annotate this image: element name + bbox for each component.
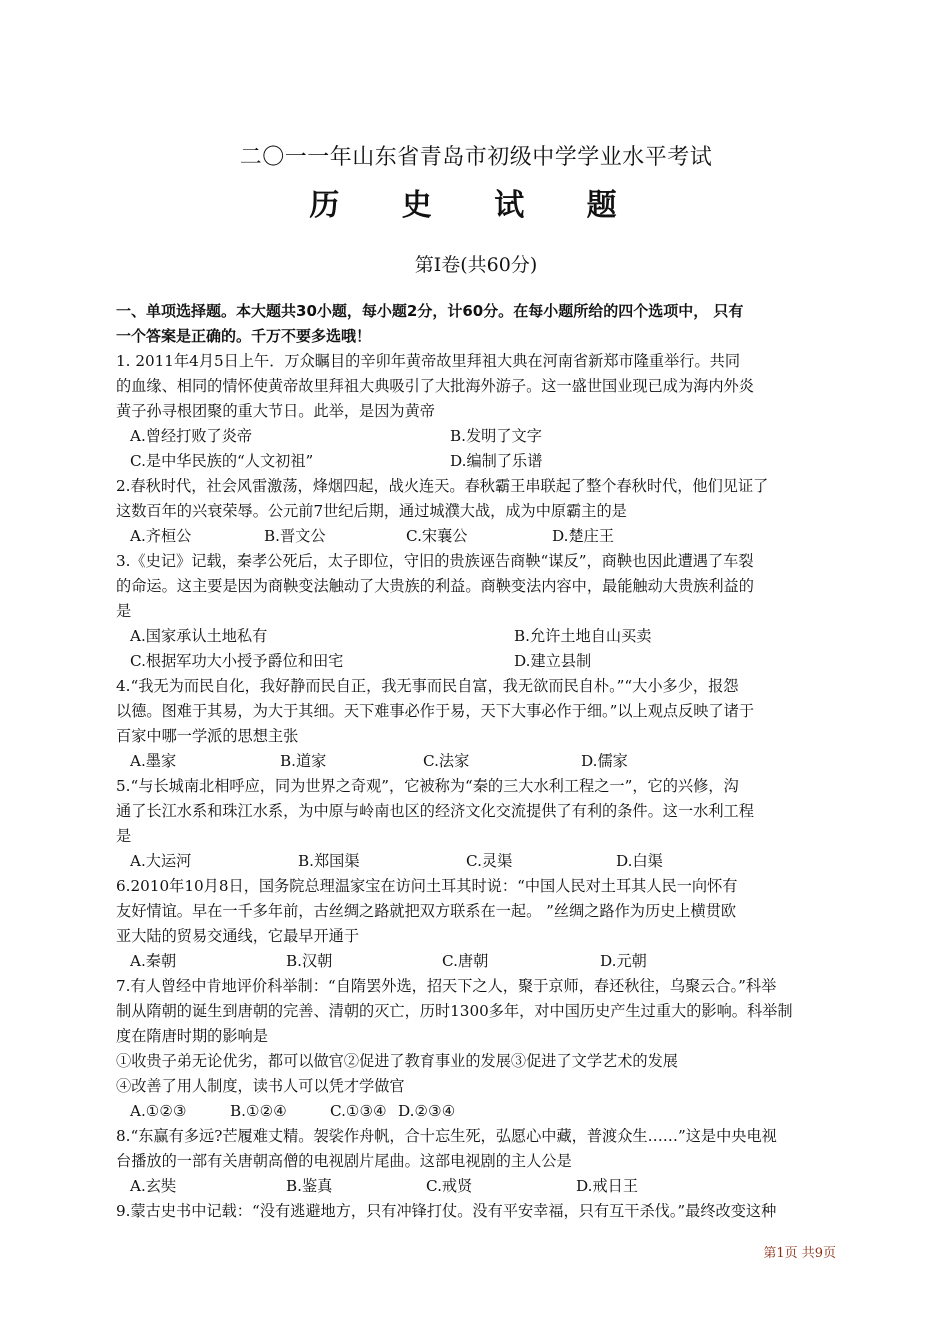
question-stem-line: 友好情谊。早在一千多年前，古丝绸之路就把双方联系在一起。 ”丝绸之路作为历史上横贯欧 xyxy=(116,902,737,920)
question-stem-line: 4.“我无为而民自化，我好静而民自正，我无事而民自富，我无欲而民自朴。”“大小多少，报怨 xyxy=(116,677,739,695)
answer-option[interactable]: A.①②③ xyxy=(130,1102,187,1120)
question-stem-line: 6.2010年10月8日，国务院总理温家宝在访问土耳其时说：“中国人民对土耳其人民一向怀有 xyxy=(116,877,738,895)
answer-option[interactable]: A.齐桓公 xyxy=(130,527,192,545)
question-stem-line: 以德。图难于其易，为大于其细。天下难事必作于易，天下大事必作于细。”以上观点反映了诸于 xyxy=(116,702,755,720)
page-number: 第1页 共9页 xyxy=(763,1246,836,1261)
option-row xyxy=(116,1174,836,1199)
answer-option[interactable]: D.②③④ xyxy=(398,1102,456,1120)
option-row xyxy=(116,624,836,649)
instruction-line: 一、单项选择题。本大题共30小题，每小题2分，计60分。在每小题所给的四个选项中， 只有 xyxy=(116,302,744,320)
question-stem-line: 3.《史记》记载，秦孝公死后，太子即位，守旧的贵族诬告商鞅“谋反”，商鞅也因此遭遇了车裂 xyxy=(116,552,754,570)
option-row xyxy=(116,849,836,874)
answer-option[interactable]: C.是中华民族的“人文初祖” xyxy=(130,452,314,470)
answer-option[interactable]: D.戒日王 xyxy=(576,1177,639,1195)
question-3 xyxy=(116,549,836,674)
exam-title: 二〇一一年山东省青岛市初级中学学业水平考试 xyxy=(239,145,713,170)
answer-option[interactable]: B.①②④ xyxy=(230,1102,287,1120)
question-stem-line: 亚大陆的贸易交通线，它最早开通于 xyxy=(116,927,359,945)
question-stem-line: 5.“与长城南北相呼应，同为世界之奇观”，它被称为“秦的三大水利工程之一”，它的兴修，沟 xyxy=(116,777,739,795)
answer-option[interactable]: A.曾经打败了炎帝 xyxy=(130,427,253,445)
question-6 xyxy=(116,874,836,974)
question-stem-line: 百家中哪一学派的思想主张 xyxy=(116,727,299,745)
answer-option[interactable]: B.允许土地自山买卖 xyxy=(514,627,652,645)
option-row xyxy=(116,524,836,549)
exam-page xyxy=(116,0,836,1344)
answer-option[interactable]: B.汉朝 xyxy=(286,952,333,970)
answer-option[interactable]: D.白渠 xyxy=(616,852,663,870)
question-stem-line: 2.春秋时代，社会风雷激荡，烽烟四起，战火连天。春秋霸王串联起了整个春秋时代，他们见证了 xyxy=(116,477,769,495)
question-7 xyxy=(116,974,836,1124)
question-stem-line: 是 xyxy=(116,827,132,845)
question-4 xyxy=(116,674,836,774)
question-stem-line: 的命运。这主要是因为商鞅变法触动了大贵族的利益。商鞅变法内容中，最能触动大贵族利益的 xyxy=(116,577,754,595)
answer-option[interactable]: B.道家 xyxy=(280,752,327,770)
question-stem-line: ①收贵子弟无论优劣，都可以做官②促进了教育事业的发展③促进了文学艺术的发展 xyxy=(116,1052,678,1070)
option-row xyxy=(116,424,836,449)
answer-option[interactable]: A.秦朝 xyxy=(130,952,177,970)
answer-option[interactable]: C.法家 xyxy=(423,752,470,770)
answer-option[interactable]: A.大运河 xyxy=(130,852,192,870)
question-stem-line: 黄子孙寻根团聚的重大节日。此举，是因为黄帝 xyxy=(116,402,435,420)
answer-option[interactable]: C.戒贤 xyxy=(426,1177,473,1195)
part-title: 第Ⅰ卷(共60分) xyxy=(414,254,538,276)
option-row xyxy=(116,749,836,774)
answer-option[interactable]: A.玄奘 xyxy=(130,1177,177,1195)
question-stem-line: ④改善了用人制度，读书人可以凭才学做官 xyxy=(116,1077,405,1095)
answer-option[interactable]: D.楚庄王 xyxy=(552,527,615,545)
question-stem-line: 是 xyxy=(116,602,132,620)
question-stem-line: 7.有人曾经中肯地评价科举制：“自隋罢外选，招天下之人，聚于京师，春还秋往，乌聚云合。”科举 xyxy=(116,977,777,995)
question-5 xyxy=(116,774,836,874)
question-stem-line: 制从隋朝的诞生到唐朝的完善、清朝的灭亡，历时1300多年，对中国历史产生过重大的影响。科举制 xyxy=(116,1002,793,1020)
answer-option[interactable]: D.元朝 xyxy=(600,952,647,970)
question-2 xyxy=(116,474,836,549)
answer-option[interactable]: D.儒家 xyxy=(581,752,628,770)
question-content xyxy=(116,299,836,1224)
question-stem-line: 通了长江水系和珠江水系，为中原与岭南也区的经济文化交流提供了有利的条件。这一水利工程 xyxy=(116,802,754,820)
answer-option[interactable]: C.①③④ xyxy=(330,1102,387,1120)
question-stem-line: 1. 2011年4月5日上午．万众瞩目的辛卯年黄帝故里拜祖大典在河南省新郑市隆重举行。共同 xyxy=(116,352,741,370)
answer-option[interactable]: C.根据军功大小授予爵位和田宅 xyxy=(130,652,344,670)
answer-option[interactable]: D.编制了乐谱 xyxy=(450,452,543,470)
question-1 xyxy=(116,349,836,474)
question-stem-line: 8.“东赢有多远?芒履难丈精。袈裟作舟帆，合十忘生死，弘愿心中藏，普渡众生……”这是中央电视 xyxy=(116,1127,777,1145)
question-stem-line: 的血缘、相同的情怀使黄帝故里拜祖大典吸引了大批海外游子。这一盛世国业现已成为海内外炎 xyxy=(116,377,754,395)
question-stem-line: 9.蒙古史书中记载：“没有逃避地方，只有冲锋打仗。没有平安幸福，只有互干杀伐。”最终改变这种 xyxy=(116,1202,777,1220)
question-stem-line: 度在隋唐时期的影响是 xyxy=(116,1027,268,1045)
answer-option[interactable]: A.墨家 xyxy=(130,752,177,770)
question-stem-line: 台播放的一部有关唐朝高僧的电视剧片尾曲。这部电视剧的主人公是 xyxy=(116,1152,572,1170)
answer-option[interactable]: B.发明了文字 xyxy=(450,427,542,445)
question-stem-line: 这数百年的兴衰荣辱。公元前7世纪后期，通过城濮大战，成为中原霸主的是 xyxy=(116,502,627,520)
instruction-line: 一个答案是正确的。千万不要多选哦！ xyxy=(116,327,372,345)
question-9 xyxy=(116,1199,836,1224)
subject-title: 历 史 试 题 xyxy=(309,188,643,223)
option-row xyxy=(116,449,836,474)
option-row xyxy=(116,1099,836,1124)
answer-option[interactable]: D.建立县制 xyxy=(514,652,592,670)
answer-option[interactable]: B.晋文公 xyxy=(264,527,326,545)
answer-option[interactable]: B.鉴真 xyxy=(286,1177,333,1195)
option-row xyxy=(116,949,836,974)
answer-option[interactable]: C.唐朝 xyxy=(442,952,489,970)
option-row xyxy=(116,649,836,674)
answer-option[interactable]: A.国家承认土地私有 xyxy=(130,627,268,645)
question-8 xyxy=(116,1124,836,1199)
answer-option[interactable]: C.宋襄公 xyxy=(406,527,468,545)
answer-option[interactable]: C.灵渠 xyxy=(466,852,513,870)
answer-option[interactable]: B.郑国渠 xyxy=(298,852,360,870)
